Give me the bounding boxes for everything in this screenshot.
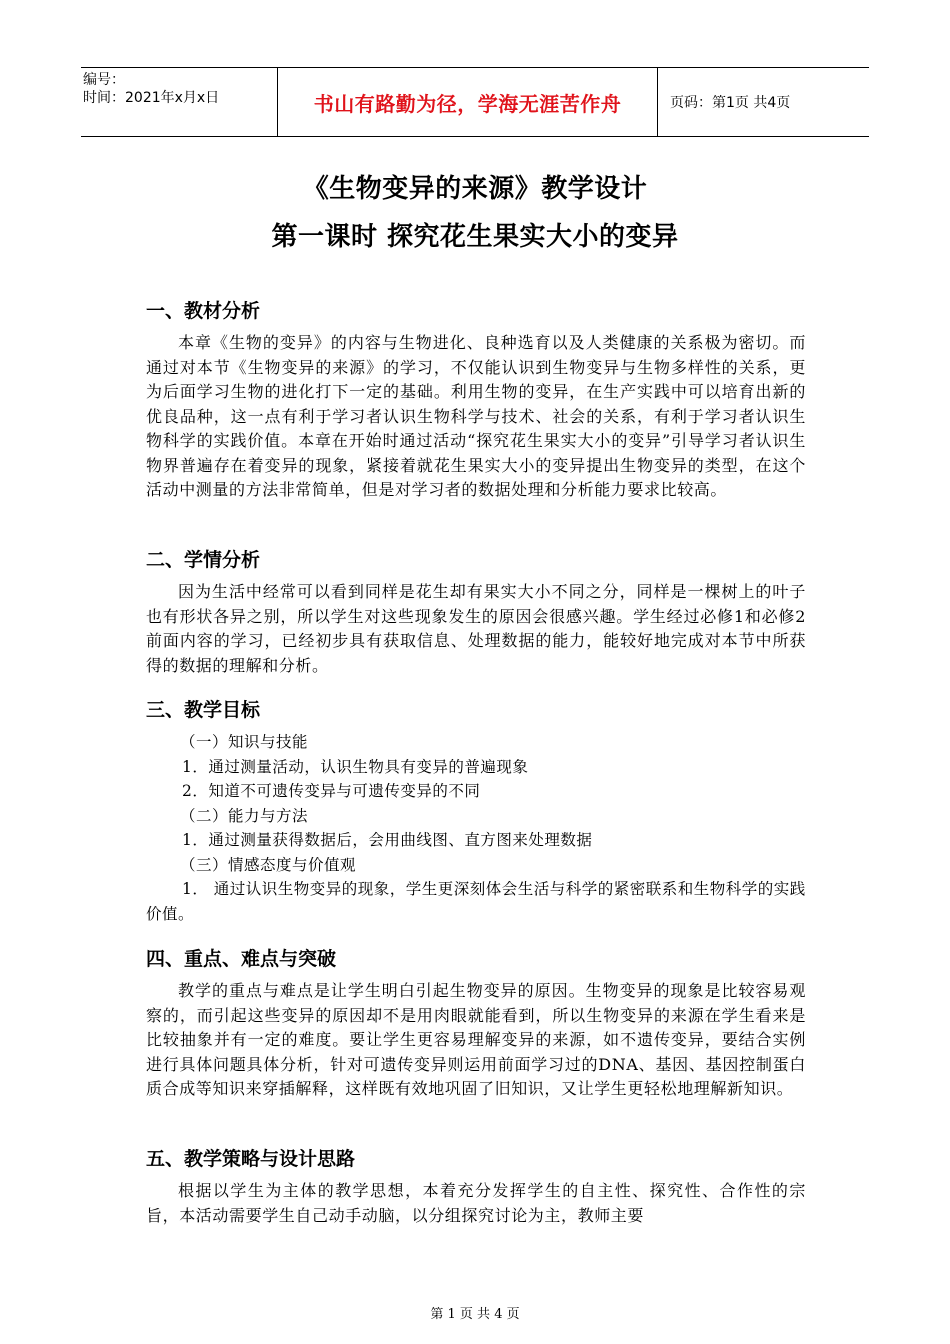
number-label: 编号： [83,72,125,88]
section-teaching-goals [146,695,806,926]
section-paragraph: 本章《生物的变异》的内容与生物进化、良种选育以及人类健康的关系极为密切。而通过对本节《生物变异的来源》的学习，不仅能认识到生物变异与生物多样性的关系，更为后面学习生物的进化打下一定的基础。利用生物的变异，在生产实践中可以培育出新的优良品种，这一点有利于学习者认识生物科学与技术、社会的关系，有利于学习者认识生物科学的实践价值。本章在开始时通过活动“探究花生果实大小的变异”引导学习者认识生物界普遍存在着变异的现象，紧接着就花生果实大小的变异提出生物变异的类型，在这个活动中测量的方法非常简单，但是对学习者的数据处理和分析能力要求比较高。 [146,333,806,499]
section-strategy [146,1144,806,1228]
section-paragraph: 根据以学生为主体的教学思想，本着充分发挥学生的自主性、探究性、合作性的宗旨，本活动需要学生自己动手动脑，以分组探究讨论为主，教师主要 [146,1181,806,1225]
section-heading: 三、教学目标 [146,699,261,721]
header-page-info: 页码：第1页 共4页 [670,95,791,111]
section-material-analysis [146,296,806,503]
page-footer: 第 1 页 共 4 页 [430,1307,520,1322]
section-key-points [146,944,806,1102]
section-heading: 一、教材分析 [146,300,261,322]
document-title: 《生物变异的来源》教学设计 [302,174,648,204]
section-student-analysis [146,545,806,678]
time-label: 时间：2021年x月x日 [83,90,220,106]
document-header [81,67,869,137]
header-meta [81,68,277,136]
section-paragraph: 教学的重点与难点是让学生明白引起生物变异的原因。生物变异的现象是比较容易观察的，而引起这些变异的原因却不是用肉眼就能看到，所以生物变异的来源在学生看来是比较抽象并有一定的难度。要让学生更容易理解变异的来源，如不遗传变异，要结合实例进行具体问题具体分析，针对可遗传变异则运用前面学习过的DNA、基因、基因控制蛋白质合成等知识来穿插解释，这样既有效地巩固了旧知识，又让学生更轻松地理解新知识。 [146,981,806,1098]
goal-knowledge-item: 2．知道不可遗传变异与可遗传变异的不同 [182,782,481,800]
section-paragraph: 因为生活中经常可以看到同样是花生却有果实大小不同之分，同样是一棵树上的叶子也有形状各异之别，所以学生对这些现象发生的原因会很感兴趣。学生经过必修1和必修2前面内容的学习，已经初步具有获取信息、处理数据的能力，能较好地完成对本节中所获得的数据的理解和分析。 [146,582,806,675]
section-heading: 四、重点、难点与突破 [146,948,337,970]
goal-knowledge-item: 1．通过测量活动，认识生物具有变异的普遍现象 [182,757,529,776]
header-motto: 书山有路勤为径，学海无涯苦作舟 [277,68,658,136]
goal-attitude-item: 1． 通过认识生物变异的现象，学生更深刻体会生活与科学的紧密联系和生物科学的实践价值。 [146,880,806,923]
goal-ability-title: （二）能力与方法 [180,806,309,825]
goal-attitude-title: （三）情感态度与价值观 [180,855,357,874]
document-subtitle: 第一课时 探究花生果实大小的变异 [271,222,679,252]
section-heading: 五、教学策略与设计思路 [146,1148,356,1170]
section-heading: 二、学情分析 [146,549,261,571]
goal-ability-item: 1．通过测量获得数据后，会用曲线图、直方图来处理数据 [182,831,593,849]
goal-knowledge-title: （一）知识与技能 [180,733,309,751]
